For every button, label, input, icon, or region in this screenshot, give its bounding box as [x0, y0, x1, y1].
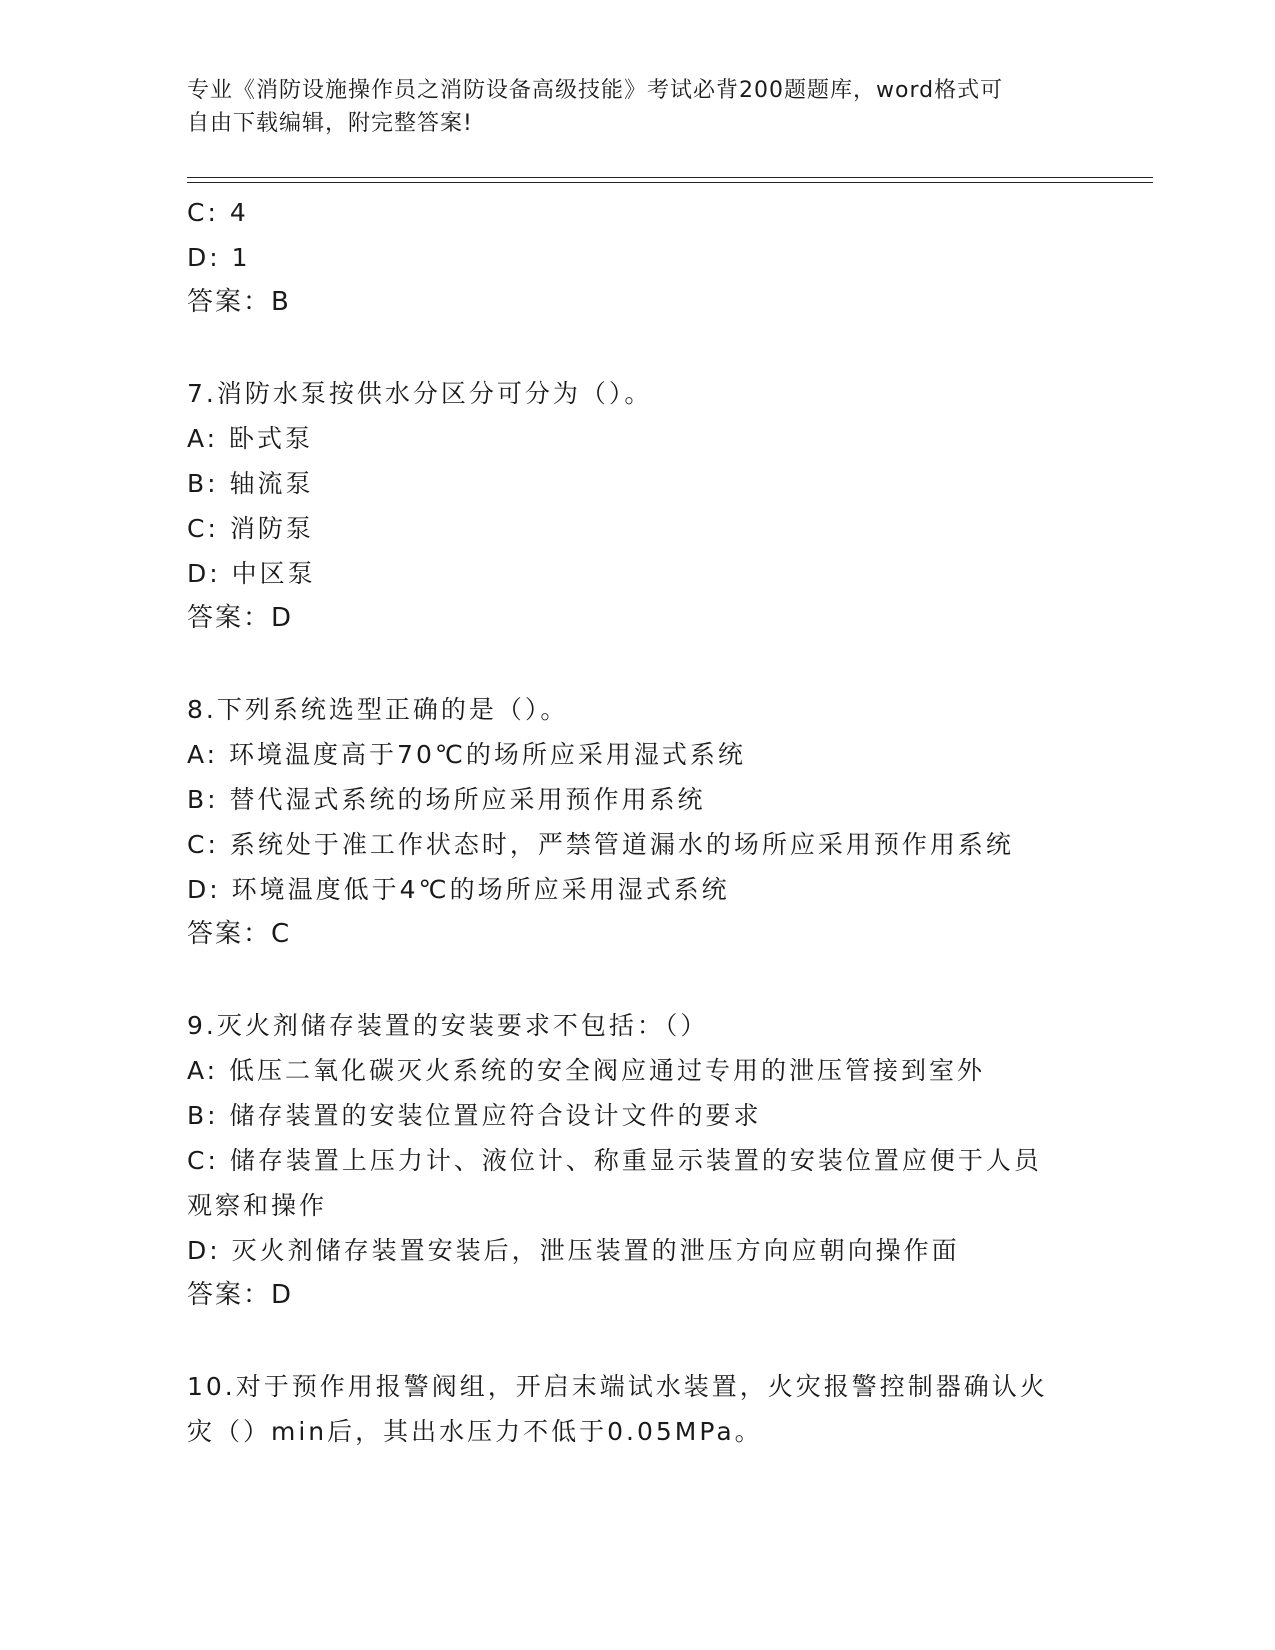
option-c-line-1: C: 储存装置上压力计、液位计、称重显示装置的安装位置应便于人员 [187, 1146, 1042, 1175]
option-d: D: 中区泵 [187, 559, 316, 588]
option-c-line-2: 观察和操作 [187, 1191, 328, 1220]
header-line-1: 专业《消防设施操作员之消防设备高级技能》考试必背200题题库，word格式可 [187, 78, 1004, 103]
answer-line: 答案：C [187, 919, 292, 949]
question-text-line-1: 10.对于预作用报警阀组，开启末端试水装置，火灾报警控制器确认火 [187, 1372, 1048, 1401]
option-c: C: 4 [187, 198, 249, 227]
option-b: B: 轴流泵 [187, 469, 314, 498]
document-header [187, 74, 1067, 140]
header-divider-bottom [187, 182, 1153, 183]
option-c: C: 系统处于准工作状态时，严禁管道漏水的场所应采用预作用系统 [187, 830, 1014, 859]
spacer [187, 1318, 1087, 1364]
header-line-2: 自由下载编辑，附完整答案! [187, 111, 473, 136]
option-a: A: 环境温度高于70℃的场所应采用湿式系统 [187, 740, 746, 769]
header-divider-top [187, 177, 1153, 178]
option-d: D: 灭火剂储存装置安装后，泄压装置的泄压方向应朝向操作面 [187, 1236, 960, 1265]
option-b: B: 替代湿式系统的场所应采用预作用系统 [187, 785, 706, 814]
option-b: B: 储存装置的安装位置应符合设计文件的要求 [187, 1101, 762, 1130]
spacer [187, 325, 1087, 371]
answer-line: 答案：D [187, 603, 294, 633]
question-text-line-2: 灾（）min后，其出水压力不低于0.05MPa。 [187, 1417, 763, 1446]
question-content [187, 190, 1087, 1454]
answer-line: 答案：D [187, 1280, 294, 1310]
question-text: 8.下列系统选型正确的是（）。 [187, 695, 569, 724]
question-9 [187, 1003, 1087, 1318]
question-text: 7.消防水泵按供水分区分可分为（）。 [187, 379, 653, 408]
previous-question-tail [187, 190, 1087, 325]
option-a: A: 卧式泵 [187, 424, 314, 453]
option-a: A: 低压二氧化碳灭火系统的安全阀应通过专用的泄压管接到室外 [187, 1056, 986, 1085]
option-c: C: 消防泵 [187, 514, 314, 543]
question-text: 9.灭火剂储存装置的安装要求不包括：（） [187, 1011, 709, 1040]
answer-line: 答案：B [187, 287, 291, 317]
question-10 [187, 1364, 1087, 1454]
question-8 [187, 687, 1087, 957]
spacer [187, 957, 1087, 1003]
option-d: D: 1 [187, 243, 251, 272]
spacer [187, 641, 1087, 687]
question-7 [187, 371, 1087, 641]
option-d: D: 环境温度低于4℃的场所应采用湿式系统 [187, 875, 730, 904]
